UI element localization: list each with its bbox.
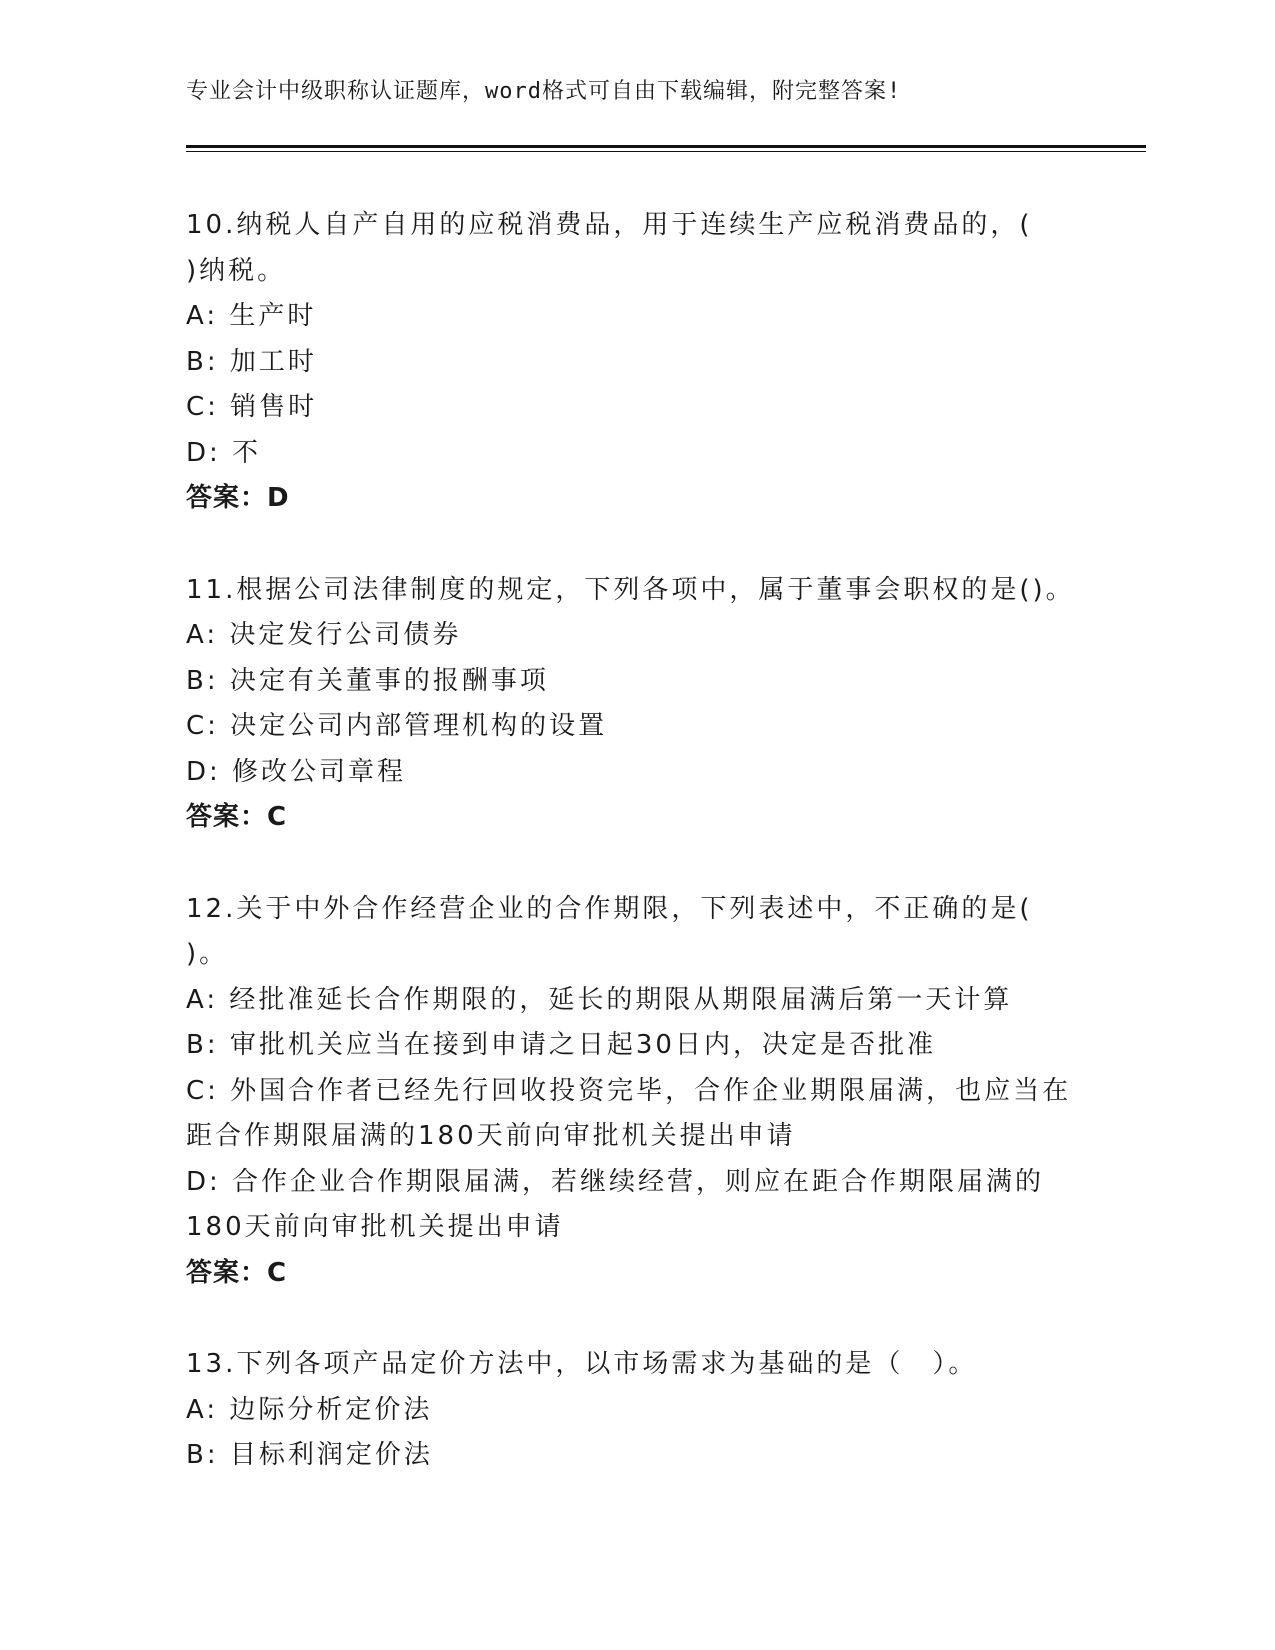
question-list: [186, 203, 1086, 1525]
answer-label: 答案：C: [186, 802, 288, 832]
question-10: [186, 203, 1086, 522]
header-divider-thin: [186, 151, 1146, 152]
header-divider-thick: [186, 145, 1146, 148]
option-d: D: 修改公司章程: [186, 756, 407, 787]
option-d-continued: 180天前向审批机关提出申请: [186, 1212, 564, 1242]
option-b: B: 目标利润定价法: [186, 1440, 433, 1470]
option-a: A: 边际分析定价法: [186, 1394, 433, 1425]
option-a: A: 决定发行公司债券: [186, 620, 462, 650]
option-d: D: 合作企业合作期限届满，若继续经营，则应在距合作期限届满的: [186, 1166, 1045, 1197]
option-b: B: 加工时: [186, 346, 317, 377]
question-12: [186, 887, 1086, 1297]
option-d: D: 不: [186, 437, 262, 468]
question-stem: 10.纳税人自产自用的应税消费品，用于连续生产应税消费品的，(: [186, 210, 1033, 240]
question-stem-continued: )纳税。: [186, 255, 287, 286]
question-11: [186, 568, 1086, 841]
option-b: B: 决定有关董事的报酬事项: [186, 665, 549, 696]
question-stem: 11.根据公司法律制度的规定，下列各项中，属于董事会职权的是()。: [186, 574, 1075, 605]
option-a: A: 生产时: [186, 301, 317, 331]
question-stem: 12.关于中外合作经营企业的合作期限，下列表述中，不正确的是(: [186, 893, 1033, 924]
page-header: 专业会计中级职称认证题库，word格式可自由下载编辑，附完整答案!: [186, 79, 902, 104]
option-a: A: 经批准延长合作期限的，延长的期限从期限届满后第一天计算: [186, 984, 1013, 1015]
option-c: C: 销售时: [186, 392, 318, 422]
question-stem-continued: )。: [186, 939, 229, 969]
option-c-continued: 距合作期限届满的180天前向审批机关提出申请: [186, 1121, 796, 1151]
answer-label: 答案：C: [186, 1257, 288, 1288]
question-13: [186, 1342, 1086, 1479]
answer-label: 答案：D: [186, 483, 290, 513]
option-c: C: 外国合作者已经先行回收投资完毕，合作企业期限届满，也应当在: [186, 1075, 1072, 1106]
option-c: C: 决定公司内部管理机构的设置: [186, 711, 608, 741]
option-b: B: 审批机关应当在接到申请之日起30日内，决定是否批准: [186, 1030, 936, 1060]
question-stem: 13.下列各项产品定价方法中，以市场需求为基础的是（ ）。: [186, 1349, 978, 1379]
